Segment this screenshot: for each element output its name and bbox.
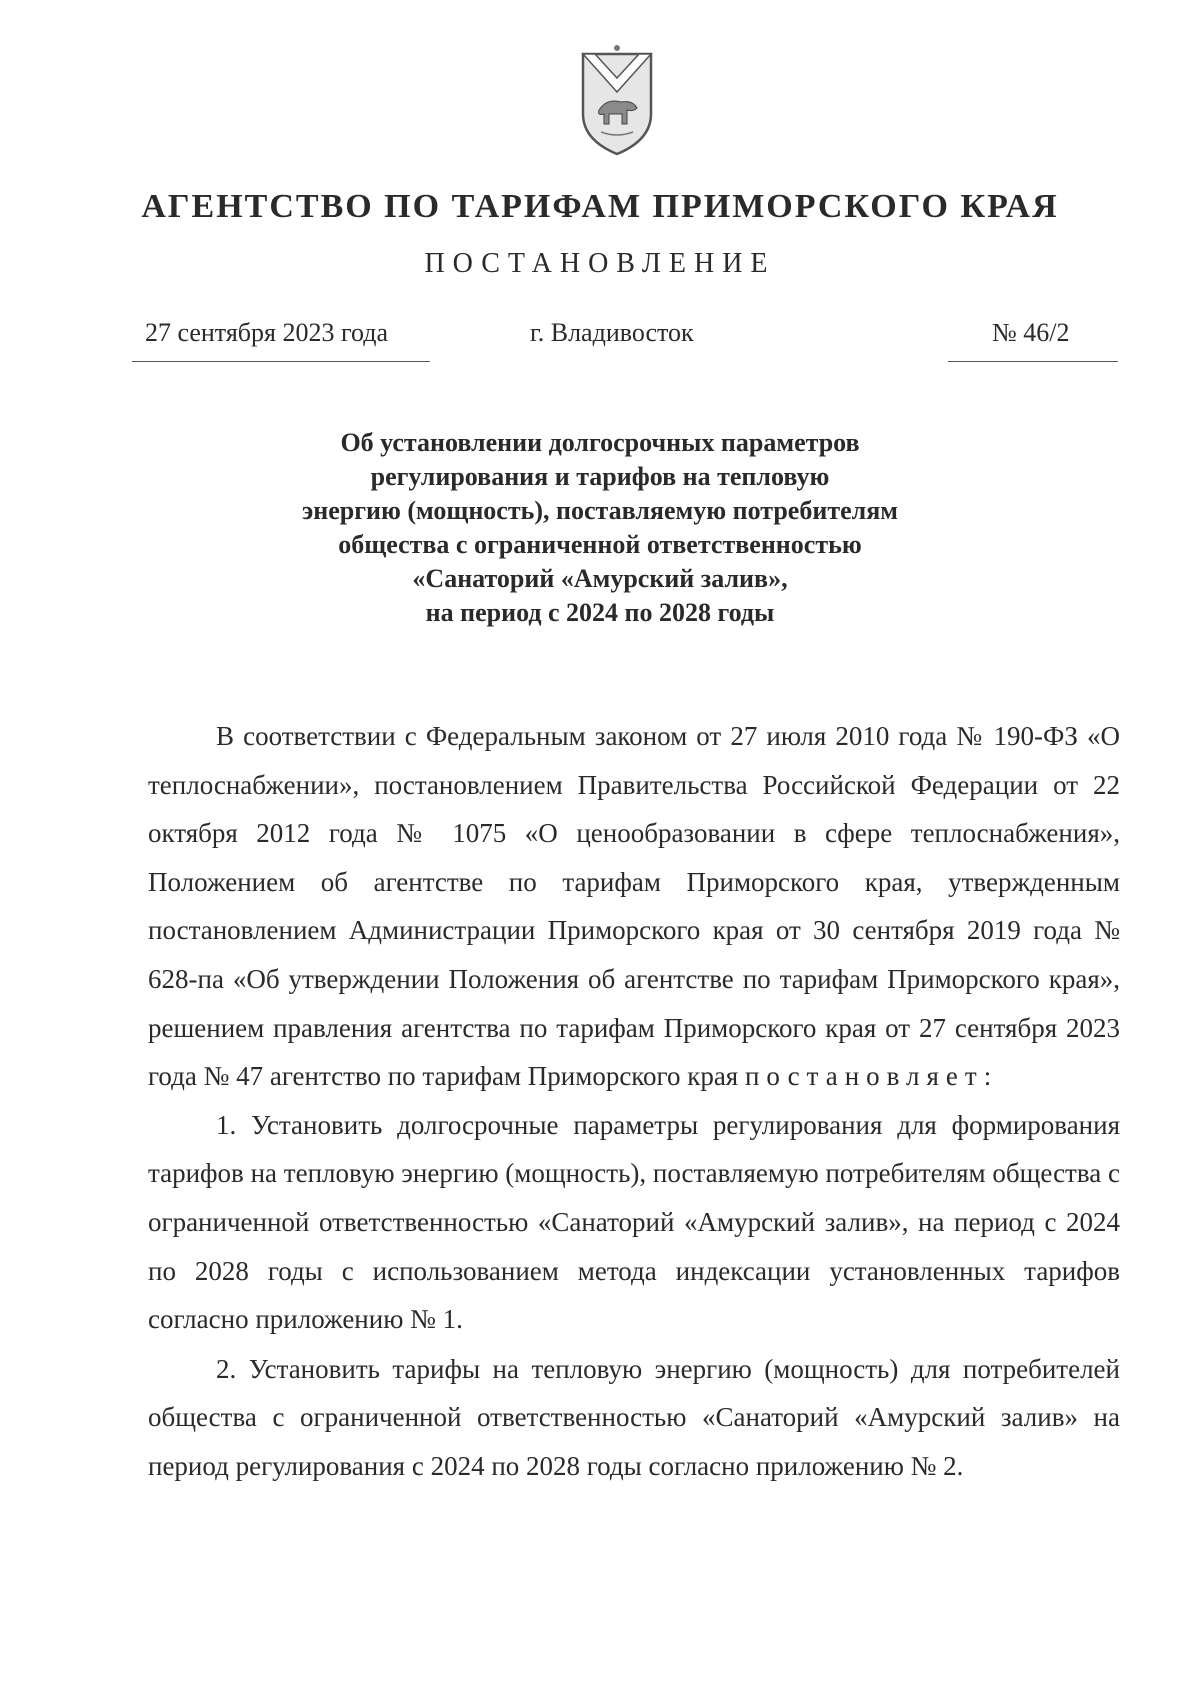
title-line: регулирования и тарифов на тепловую [370, 462, 830, 491]
agency-name: АГЕНТСТВО ПО ТАРИФАМ ПРИМОРСКОГО КРАЯ [141, 188, 1059, 225]
title-line: на период с 2024 по 2028 годы [425, 598, 775, 627]
document-body [148, 712, 1120, 1491]
document-title [250, 426, 950, 630]
title-line: Об установлении долгосрочных параметров [340, 428, 860, 457]
item-paragraph: 2. Установить тарифы на тепловую энергию (мощность) для потребителей общества с ограниченной ответственностью «Санаторий «Амурский залив» на период регулирования с 2024 по 2028 годы согласно приложению № 2. [148, 1353, 1120, 1481]
date-underline [132, 361, 430, 362]
title-line: «Санаторий «Амурский залив», [412, 564, 788, 593]
document-city: г. Владивосток [530, 318, 694, 347]
number-underline [948, 361, 1118, 362]
preamble-text: В соответствии с Федеральным законом от 27 июля 2010 года № 190-ФЗ «О теплоснабжении», постановлением Правительства Российской Федерации от 22 октября 2012 года № 1075 «О ценообразовании в сфере теплоснабжения», Положением об агентстве по тарифам Приморского края, утвержденным постановлением Администрации Приморского края от 30 сентября 2019 года № 628-па «Об утверждении Положения об агентстве по тарифам Приморского края», решением правления агентства по тарифам Приморского края от 27 сентября 2023 года № 47 агентство по тарифам Приморского края [148, 721, 1120, 1092]
title-line: общества с ограниченной ответственностью [338, 530, 862, 559]
item-paragraph: 1. Установить долгосрочные параметры регулирования для формирования тарифов на тепловую энергию (мощность), поставляемую потребителям общества с ограниченной ответственностью «Санаторий «Амурский залив», на период с 2024 по 2028 годы с использованием метода индексации установленных тарифов согласно приложению № 1. [148, 1109, 1120, 1335]
document-date: 27 сентября 2023 года [145, 318, 389, 347]
decree-word: постановляет: [744, 1061, 999, 1092]
preamble-paragraph [148, 712, 1120, 1101]
document-type: ПОСТАНОВЛЕНИЕ [424, 248, 776, 279]
coat-of-arms-icon [577, 40, 657, 160]
title-line: энергию (мощность), поставляемую потребителям [301, 496, 898, 525]
document-number: № 46/2 [992, 318, 1070, 347]
